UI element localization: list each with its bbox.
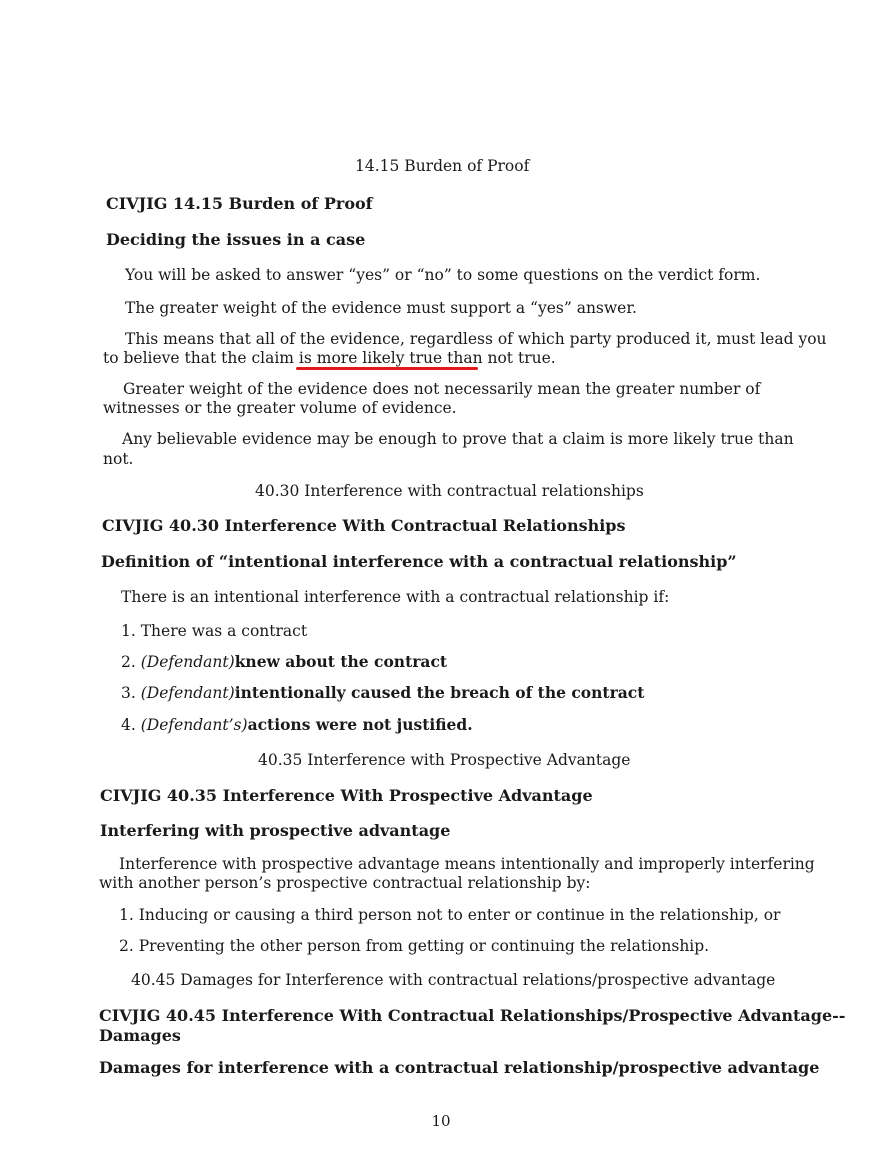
paragraph-intro-if: There is an intentional interference with a contractual relationship if:	[121, 588, 670, 606]
heading-civjig-4035: CIVJIG 40.35 Interference With Prospective Advantage	[100, 786, 593, 805]
subheading-definition: Definition of “intentional interference with a contractual relationship”	[101, 552, 737, 571]
party-name: (Defendant)	[140, 684, 235, 702]
element-text: intentionally caused the breach of the contract	[234, 683, 645, 702]
section-title-4030: 40.30 Interference with contractual relationships	[255, 482, 644, 500]
list-item-contract: 1. There was a contract	[121, 622, 308, 640]
subheading-deciding-issues: Deciding the issues in a case	[106, 230, 366, 249]
subheading-damages: Damages for interference with a contractual relationship/prospective advantage	[99, 1058, 820, 1077]
paragraph-believable-line2: not.	[103, 450, 134, 468]
paragraph-verdict-form: You will be asked to answer “yes” or “no” to some questions on the verdict form.	[125, 266, 761, 284]
list-item-inducing: 1. Inducing or causing a third person not to enter or continue in the relationship, or	[119, 906, 781, 924]
page-number: 10	[431, 1112, 451, 1130]
list-item-not-justified	[121, 715, 473, 735]
paragraph-interference-line1: Interference with prospective advantage means intentionally and improperly interfering	[119, 855, 815, 873]
list-item-knew	[121, 652, 447, 672]
subheading-interfering: Interfering with prospective advantage	[100, 821, 451, 840]
list-item-preventing: 2. Preventing the other person from getting or continuing the relationship.	[119, 937, 710, 955]
underlined-phrase: more likely true than not	[316, 349, 514, 367]
element-text: actions were not justified.	[247, 715, 473, 734]
text-segment: to believe that the claim is	[103, 349, 317, 367]
paragraph-all-evidence-line2	[103, 348, 556, 368]
red-underline-mark	[296, 367, 478, 370]
paragraph-interference-line2: with another person’s prospective contractual relationship by:	[99, 874, 591, 892]
heading-civjig-4045-line1: CIVJIG 40.45 Interference With Contractual Relationships/Prospective Advantage--	[99, 1006, 846, 1025]
paragraph-not-number-line2: witnesses or the greater volume of evidence.	[103, 399, 457, 417]
paragraph-all-evidence-line1: This means that all of the evidence, regardless of which party produced it, must lead you	[125, 330, 827, 348]
section-title-4045: 40.45 Damages for Interference with contractual relations/prospective advantage	[131, 971, 776, 989]
paragraph-greater-weight: The greater weight of the evidence must support a “yes” answer.	[125, 299, 637, 317]
section-title-4035: 40.35 Interference with Prospective Advantage	[258, 751, 631, 769]
heading-civjig-4030: CIVJIG 40.30 Interference With Contractual Relationships	[102, 516, 626, 535]
heading-civjig-4045-line2: Damages	[99, 1026, 181, 1045]
party-name: (Defendant’s)	[140, 716, 248, 734]
paragraph-not-number-line1: Greater weight of the evidence does not necessarily mean the greater number of	[123, 380, 761, 398]
element-text: knew about the contract	[234, 652, 448, 671]
text-segment: true.	[513, 349, 556, 367]
list-number: 2.	[121, 653, 141, 671]
heading-civjig-1415: CIVJIG 14.15 Burden of Proof	[106, 194, 373, 213]
party-name: (Defendant)	[140, 653, 235, 671]
list-number: 3.	[121, 684, 141, 702]
section-title-1415: 14.15 Burden of Proof	[355, 157, 530, 175]
list-item-intentionally	[121, 683, 644, 703]
list-number: 4.	[121, 716, 141, 734]
paragraph-believable-line1: Any believable evidence may be enough to prove that a claim is more likely true than	[122, 430, 794, 448]
